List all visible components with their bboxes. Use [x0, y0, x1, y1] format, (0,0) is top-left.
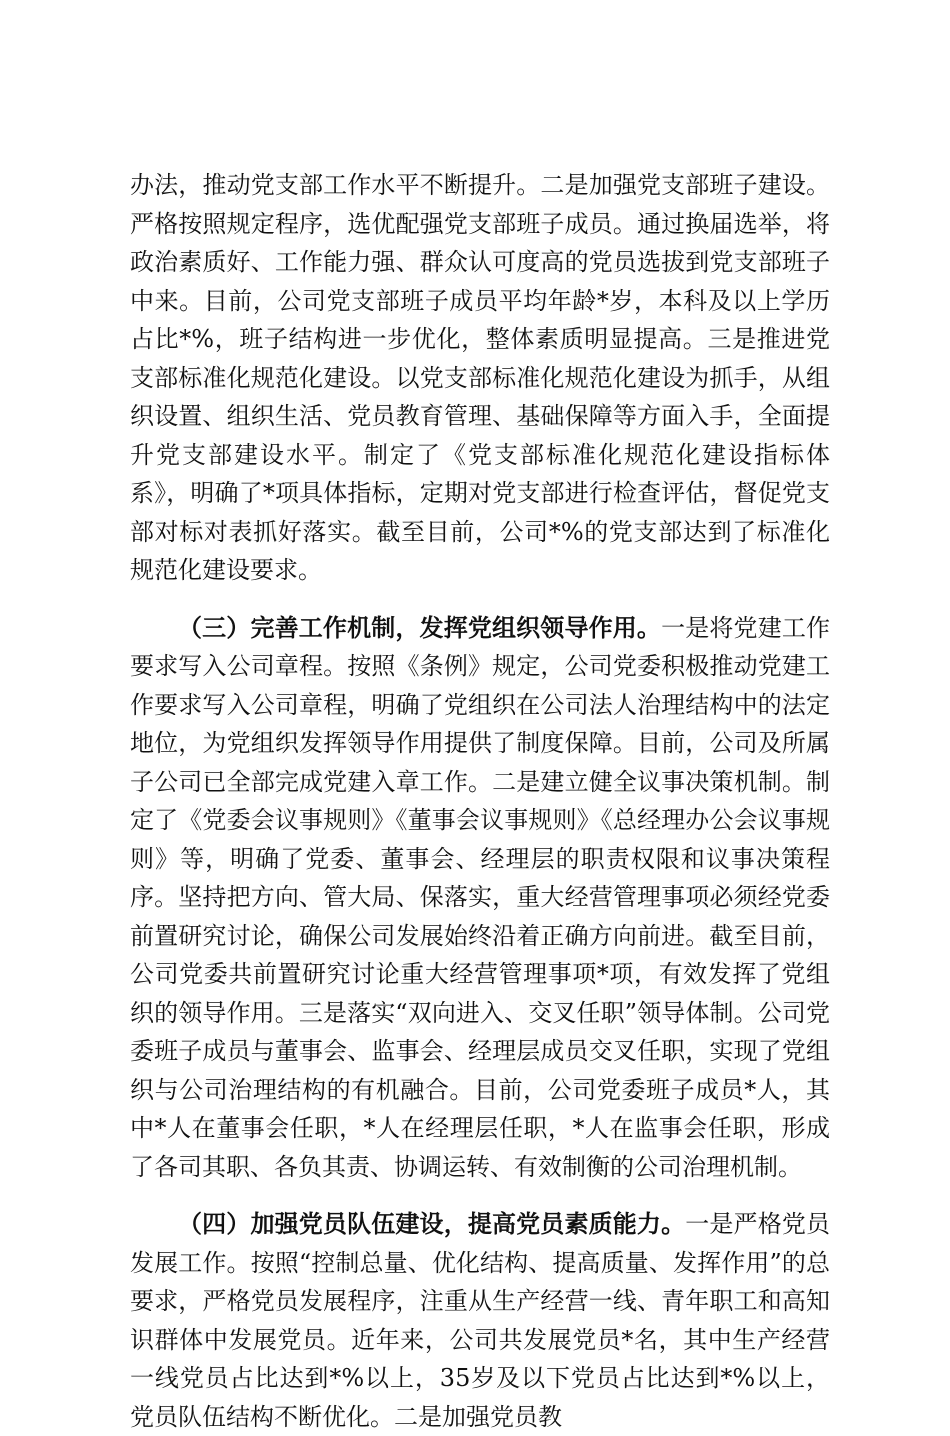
paragraph-text: 办法，推动党支部工作水平不断提升。二是加强党支部班子建设。严格按照规定程序，选优配强党支部班子成员。通过换届选举，将政治素质好、工作能力强、群众认可度高的党员选拔到党支部班子中来。目前，公司党支部班子成员平均年龄*岁，本科及以上学历占比*%，班子结构进一步优化，整体素质明显提高。三是推进党支部标准化规范化建设。以党支部标准化规范化建设为抓手，从组织设置、组织生活、党员教育管理、基础保障等方面入手，全面提升党支部建设水平。制定了《党支部标准化规范化建设指标体系》，明确了*项具体指标，定期对党支部进行检查评估，督促党支部对标对表抓好落实。截至目前，公司*%的党支部达到了标准化规范化建设要求。 — [130, 171, 830, 584]
paragraph-section-3 — [130, 609, 830, 1187]
section-heading: （四）加强党员队伍建设，提高党员素质能力。 — [178, 1210, 686, 1238]
document-page — [130, 166, 830, 1436]
paragraph-section-4 — [130, 1205, 830, 1436]
paragraph-continuation — [130, 166, 830, 590]
section-heading: （三）完善工作机制，发挥党组织领导作用。 — [178, 613, 662, 642]
paragraph-text: 一是将党建工作要求写入公司章程。按照《条例》规定，公司党委积极推动党建工作要求写入公司章程，明确了党组织在公司法人治理结构中的法定地位，为党组织发挥领导作用提供了制度保障。目前，公司及所属子公司已全部完成党建入章工作。二是建立健全议事决策机制。制定了《党委会议事规则》《董事会议事规则》《总经理办公会议事规则》等，明确了党委、董事会、经理层的职责权限和议事决策程序。坚持把方向、管大局、保落实，重大经营管理事项必须经党委前置研究讨论，确保公司发展始终沿着正确方向前进。截至目前，公司党委共前置研究讨论重大经营管理事项*项，有效发挥了党组织的领导作用。三是落实“双向进入、交叉任职”领导体制。公司党委班子成员与董事会、监事会、经理层成员交叉任职，实现了党组织与公司治理结构的有机融合。目前，公司党委班子成员*人，其中*人在董事会任职，*人在经理层任职，*人在监事会任职，形成了各司其职、各负其责、协调运转、有效制衡的公司治理机制。 — [130, 613, 831, 1181]
paragraph-text: 一是严格党员发展工作。按照“控制总量、优化结构、提高质量、发挥作用”的总要求，严格党员发展程序，注重从生产经营一线、青年职工和高知识群体中发展党员。近年来，公司共发展党员*名，其中生产经营一线党员占比达到*%以上，35岁及以下党员占比达到*%以上，党员队伍结构不断优化。二是加强党员教 — [130, 1210, 831, 1431]
